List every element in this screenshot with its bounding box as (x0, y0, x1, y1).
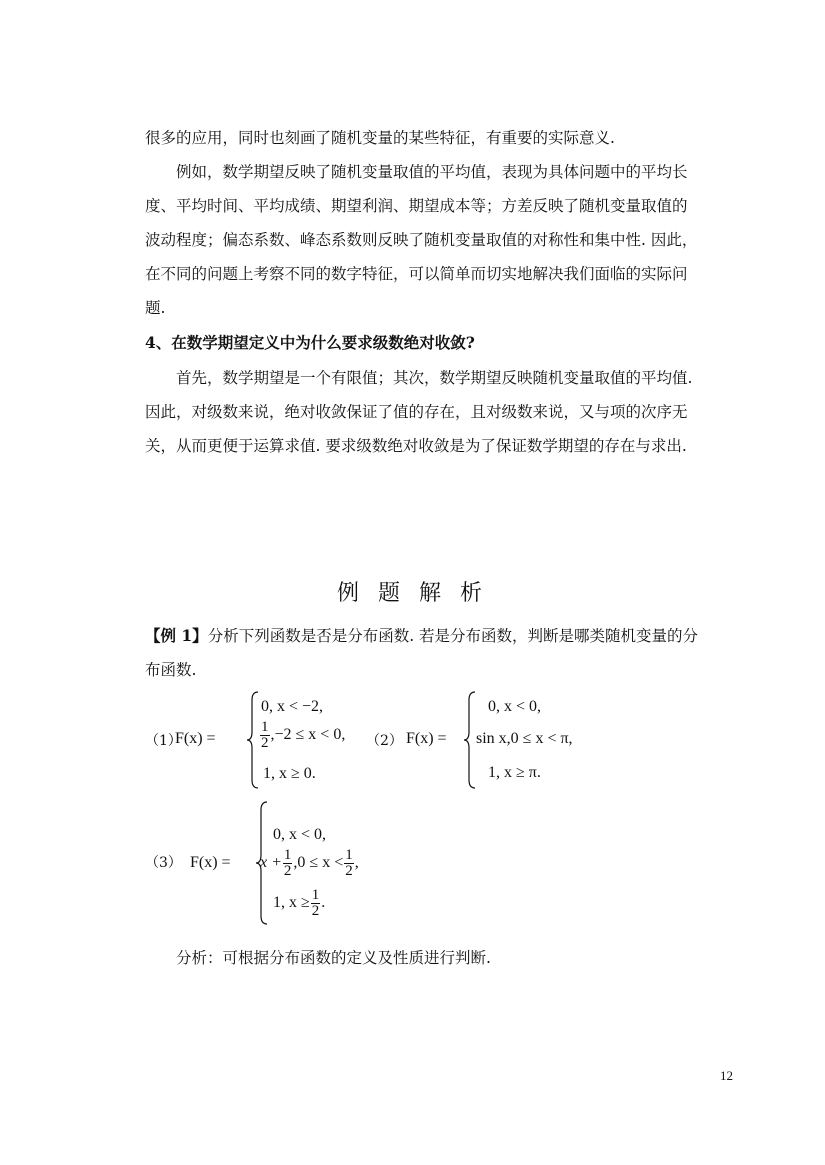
section-heading: 例 题 解 析 (337, 581, 488, 606)
formula-label: （2） (366, 733, 403, 749)
case-row: 1, x ≥ $\frac{1}{2}$ . (273, 887, 326, 919)
fraction: $\frac{1}{2}$ (261, 719, 269, 751)
formula-label: （1） (145, 733, 182, 749)
paragraph-line: 关，从而更便于运算求值. 要求级数绝对收敛是为了保证数学期望的存在与求出. (145, 437, 687, 455)
paragraph-line: 波动程度；偏态系数、峰态系数则反映了随机变量取值的对称性和集中性. 因此， (145, 231, 698, 249)
fraction: $\frac{1}{2}$ (283, 847, 292, 879)
formula-2 (366, 690, 606, 790)
paragraph-line: 很多的应用，同时也刻画了随机变量的某些特征，有重要的实际意义. (145, 129, 615, 147)
case-row: 1, x ≥ 0. (263, 765, 316, 782)
analysis-line: 分析：可根据分布函数的定义及性质进行判断. (176, 949, 491, 967)
paragraph-line: 在不同的问题上考察不同的数字特征，可以简单而切实地解决我们面临的实际问 (145, 265, 688, 283)
left-brace-icon (463, 690, 477, 790)
question-heading: 4、在数学期望定义中为什么要求级数绝对收敛? (145, 333, 475, 352)
paragraph-line: 题. (145, 299, 166, 317)
example-line (145, 626, 745, 646)
function-lhs: F(x) = (406, 730, 447, 747)
paragraph-line: 度、平均时间、平均成绩、期望利润、期望成本等；方差反映了随机变量取值的 (145, 197, 688, 215)
paragraph-line: 例如，数学期望反映了随机变量取值的平均值，表现为具体问题中的平均长 (176, 163, 688, 181)
case-row: 1, x ≥ π. (488, 764, 541, 781)
paragraph-line: 首先，数学期望是一个有限值；其次，数学期望反映随机变量取值的平均值. (176, 369, 693, 387)
case-row: sin x,0 ≤ x < π, (476, 730, 573, 747)
case-row: x + $\frac{1}{2}$ ,0 ≤ x < $\frac{1}{2}$ , (260, 847, 359, 879)
function-lhs: F(x) = (190, 854, 231, 871)
case-row: 0, x < 0, (488, 698, 542, 715)
page-number: 12 (720, 1068, 733, 1083)
fraction: $\frac{1}{2}$ (345, 847, 353, 879)
function-lhs: F(x) = (175, 730, 216, 747)
formula-label: （3） (145, 855, 182, 871)
case-row: $\frac{1}{2}$ ,−2 ≤ x < 0, (261, 719, 346, 751)
fraction: $\frac{1}{2}$ (311, 887, 320, 919)
case-row: 0, x < −2, (261, 698, 324, 715)
case-row: 0, x < 0, (273, 826, 327, 843)
example-line: 布函数. (145, 661, 197, 679)
example-tag: 【例 1】 (145, 626, 208, 645)
example-text: 分析下列函数是否是分布函数. 若是分布函数，判断是哪类随机变量的分 (207, 627, 699, 645)
formula-3 (145, 798, 445, 928)
left-brace-icon (246, 690, 260, 790)
paragraph-line: 因此，对级数来说，绝对收敛保证了值的存在，且对级数来说，又与项的次序无 (145, 403, 688, 421)
